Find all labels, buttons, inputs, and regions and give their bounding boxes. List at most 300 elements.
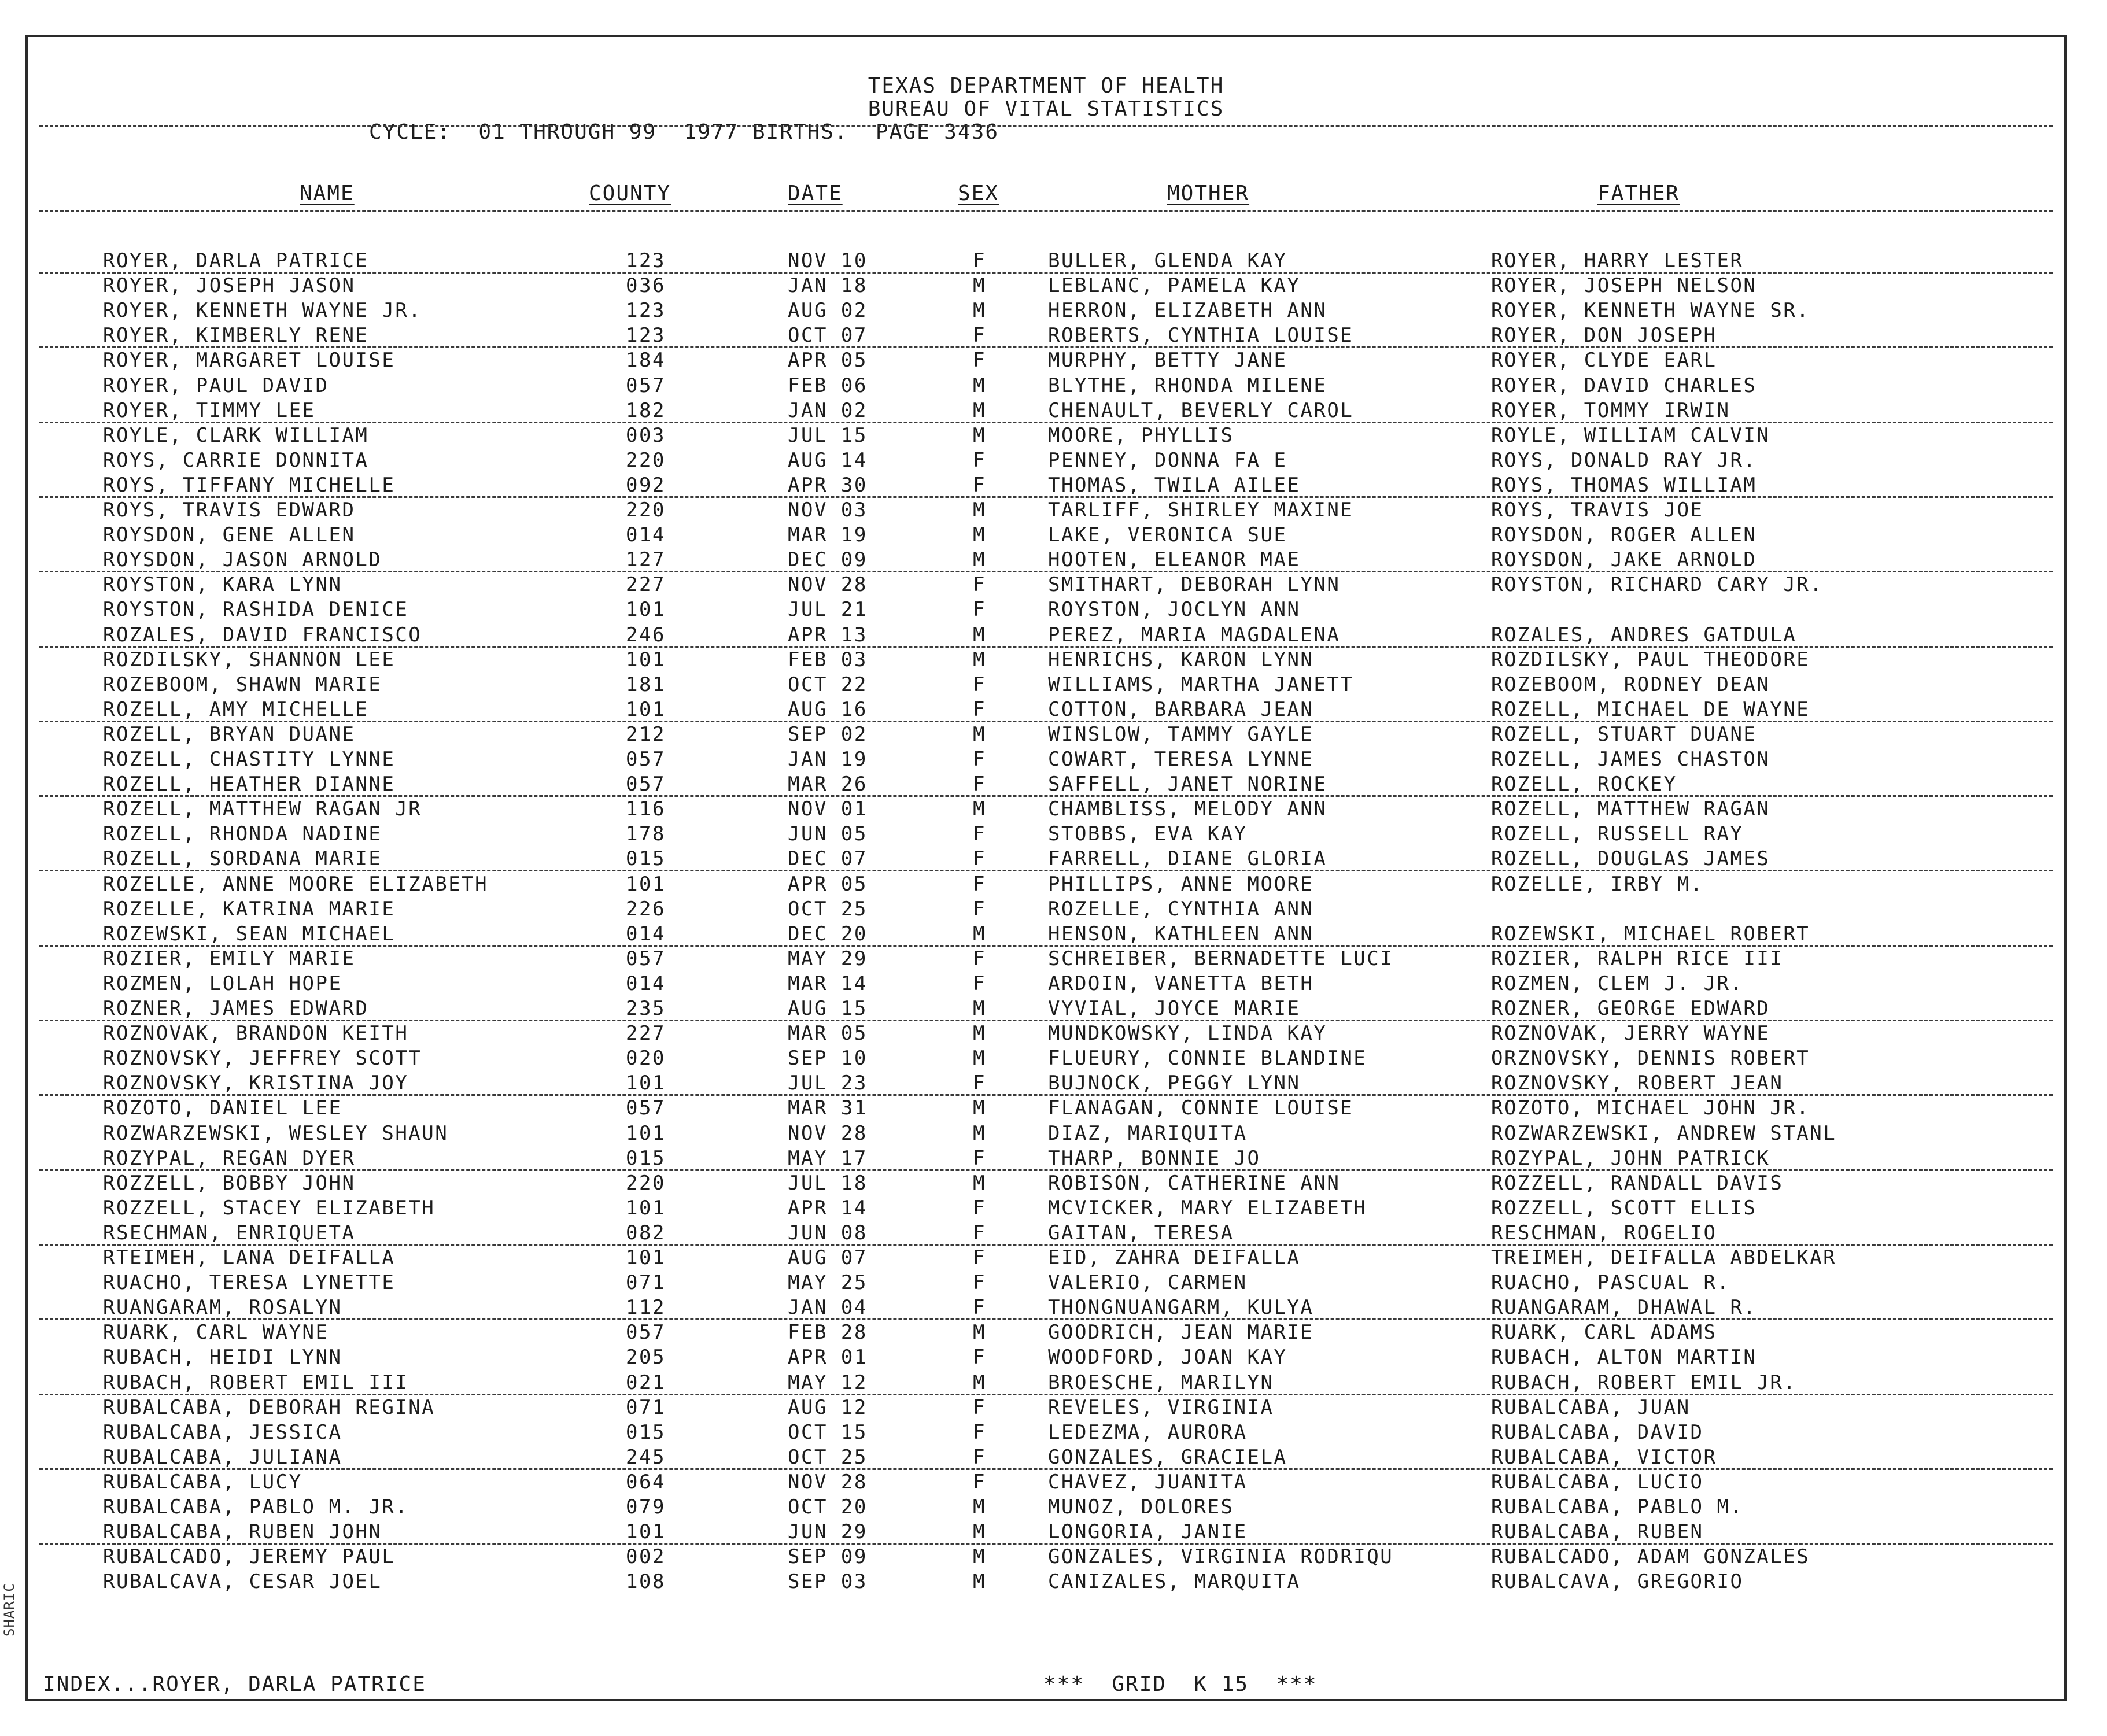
cell-county: 220 [626, 498, 666, 522]
cell-mother: HENSON, KATHLEEN ANN [1048, 922, 1314, 945]
table-row [28, 448, 2064, 473]
cell-father: ROYER, JOSEPH NELSON [1491, 274, 1757, 298]
cell-sex: F [973, 972, 986, 995]
cell-date: OCT 15 [788, 1420, 868, 1444]
cell-date: JUN 08 [788, 1221, 868, 1244]
cell-date: FEB 28 [788, 1321, 868, 1345]
cell-date: OCT 07 [788, 324, 868, 348]
cell-name: ROZELL, HEATHER DIANNE [103, 773, 396, 796]
cell-name: RUBALCADO, JEREMY PAUL [103, 1545, 396, 1569]
cell-county: 071 [626, 1395, 666, 1419]
table-row [28, 1345, 2064, 1370]
column-header-sex: SEX [958, 182, 999, 205]
cell-sex: F [973, 1196, 986, 1220]
cell-father: RUBALCABA, VICTOR [1491, 1445, 1717, 1469]
cell-date: MAR 05 [788, 1022, 868, 1046]
table-row [28, 1171, 2064, 1196]
table-row [28, 1246, 2064, 1270]
cell-county: 123 [626, 249, 666, 272]
table-row [28, 398, 2064, 423]
cell-sex: M [973, 1520, 986, 1544]
table-row [28, 1320, 2064, 1345]
cell-sex: F [973, 1445, 986, 1469]
table-row [28, 1046, 2064, 1071]
table-row [28, 1470, 2064, 1495]
cell-father: ROYER, DAVID CHARLES [1491, 374, 1757, 397]
cell-name: ROZELL, CHASTITY LYNNE [103, 748, 396, 771]
cell-sex: F [973, 897, 986, 921]
cell-sex: M [973, 274, 986, 298]
cell-mother: HERRON, ELIZABETH ANN [1048, 299, 1327, 323]
cell-father: ROYER, KENNETH WAYNE SR. [1491, 299, 1810, 323]
cell-date: NOV 01 [788, 797, 868, 821]
document-page [25, 35, 2067, 1701]
table-row [28, 1420, 2064, 1445]
cell-date: SEP 09 [788, 1545, 868, 1569]
cell-name: ROZOTO, DANIEL LEE [103, 1096, 342, 1120]
cell-sex: F [973, 748, 986, 771]
column-header-county: COUNTY [589, 182, 671, 205]
table-row [28, 822, 2064, 847]
cell-sex: F [973, 473, 986, 497]
table-row [28, 972, 2064, 996]
cell-date: OCT 20 [788, 1495, 868, 1519]
divider-top [39, 125, 2053, 127]
cell-father: ROZELL, MATTHEW RAGAN [1491, 797, 1770, 821]
cell-mother: GONZALES, GRACIELA [1048, 1445, 1287, 1469]
table-row [28, 249, 2064, 274]
cell-date: MAY 17 [788, 1146, 868, 1170]
cell-name: ROYSDON, GENE ALLEN [103, 523, 356, 547]
cell-date: APR 05 [788, 349, 868, 372]
cell-mother: COWART, TERESA LYNNE [1048, 748, 1314, 771]
cell-county: 116 [626, 797, 666, 821]
cell-county: 014 [626, 922, 666, 945]
cell-sex: M [973, 498, 986, 522]
cell-sex: M [973, 1047, 986, 1070]
cell-sex: F [973, 1246, 986, 1269]
cell-mother: FLANAGAN, CONNIE LOUISE [1048, 1096, 1354, 1120]
cell-county: 101 [626, 1520, 666, 1544]
cell-father: ROYS, TRAVIS JOE [1491, 498, 1704, 522]
cell-mother: GOODRICH, JEAN MARIE [1048, 1321, 1314, 1345]
cell-mother: EID, ZAHRA DEIFALLA [1048, 1246, 1301, 1269]
column-header-name: NAME [300, 182, 355, 205]
cell-mother: THOMAS, TWILA AILEE [1048, 473, 1301, 497]
cell-father: ROZZELL, RANDALL DAVIS [1491, 1171, 1784, 1195]
cell-father: RUBACH, ALTON MARTIN [1491, 1346, 1757, 1369]
cell-father: TREIMEH, DEIFALLA ABDELKAR [1491, 1246, 1837, 1269]
cell-county: 020 [626, 1047, 666, 1070]
cell-date: AUG 16 [788, 697, 868, 721]
table-row [28, 1270, 2064, 1295]
cell-name: ROYER, TIMMY LEE [103, 398, 316, 422]
cell-date: JAN 19 [788, 748, 868, 771]
cell-name: RUANGARAM, ROSALYN [103, 1296, 342, 1320]
cell-father: ROYER, DON JOSEPH [1491, 324, 1717, 348]
cell-county: 227 [626, 1022, 666, 1046]
cell-sex: F [973, 1271, 986, 1295]
cell-father: ROZALES, ANDRES GATDULA [1491, 623, 1797, 647]
cell-mother: LAKE, VERONICA SUE [1048, 523, 1287, 547]
cell-father: ROYER, CLYDE EARL [1491, 349, 1717, 372]
cell-father: ROYSDON, ROGER ALLEN [1491, 523, 1757, 547]
table-row [28, 498, 2064, 523]
cell-name: ROZNOVAK, BRANDON KEITH [103, 1022, 409, 1046]
cell-county: 123 [626, 299, 666, 323]
cell-county: 245 [626, 1445, 666, 1469]
cell-mother: BROESCHE, MARILYN [1048, 1371, 1274, 1394]
cell-father: RUBALCABA, JUAN [1491, 1395, 1691, 1419]
cell-date: APR 01 [788, 1346, 868, 1369]
cycle-line: CYCLE: 01 THROUGH 99 1977 BIRTHS. PAGE 3436 [369, 120, 999, 144]
table-row [28, 747, 2064, 772]
cell-date: SEP 03 [788, 1570, 868, 1594]
cell-sex: M [973, 423, 986, 447]
cell-father: ROZZELL, SCOTT ELLIS [1491, 1196, 1757, 1220]
cell-mother: VALERIO, CARMEN [1048, 1271, 1248, 1295]
cell-date: SEP 02 [788, 722, 868, 746]
cell-name: ROZELL, RHONDA NADINE [103, 822, 382, 846]
cell-county: 015 [626, 847, 666, 871]
cell-name: ROZEWSKI, SEAN MICHAEL [103, 922, 396, 945]
cell-father: ROYS, THOMAS WILLIAM [1491, 473, 1757, 497]
cell-name: RUBALCABA, DEBORAH REGINA [103, 1395, 436, 1419]
cell-sex: M [973, 374, 986, 397]
cell-mother: CANIZALES, MARQUITA [1048, 1570, 1301, 1594]
cell-mother: ROBISON, CATHERINE ANN [1048, 1171, 1341, 1195]
cell-county: 205 [626, 1346, 666, 1369]
cell-name: RUBALCAVA, CESAR JOEL [103, 1570, 382, 1594]
cell-father: ROYSDON, JAKE ARNOLD [1491, 548, 1757, 572]
cell-name: ROZMEN, LOLAH HOPE [103, 972, 342, 995]
cell-name: ROYER, KIMBERLY RENE [103, 324, 369, 348]
cell-name: ROYER, PAUL DAVID [103, 374, 329, 397]
cell-sex: F [973, 1296, 986, 1320]
cell-date: OCT 25 [788, 897, 868, 921]
cell-date: AUG 07 [788, 1246, 868, 1269]
cell-county: 101 [626, 1246, 666, 1269]
cell-name: ROYS, TRAVIS EDWARD [103, 498, 356, 522]
table-row [28, 523, 2064, 548]
cell-county: 064 [626, 1470, 666, 1494]
cell-sex: F [973, 697, 986, 721]
cell-mother: SMITHART, DEBORAH LYNN [1048, 573, 1341, 597]
side-stamp-label: SHARIC [1, 1583, 17, 1637]
cell-date: JUL 21 [788, 598, 868, 622]
table-row [28, 797, 2064, 822]
cell-date: JUL 23 [788, 1072, 868, 1095]
cell-name: ROZWARZEWSKI, WESLEY SHAUN [103, 1121, 449, 1145]
title-department: TEXAS DEPARTMENT OF HEALTH [868, 74, 1224, 98]
cell-sex: M [973, 997, 986, 1020]
cell-county: 235 [626, 997, 666, 1020]
cell-sex: M [973, 1171, 986, 1195]
cell-name: ROYER, DARLA PATRICE [103, 249, 369, 272]
cell-sex: M [973, 722, 986, 746]
cell-name: RTEIMEH, LANA DEIFALLA [103, 1246, 396, 1269]
table-row [28, 996, 2064, 1021]
cell-mother: MUNOZ, DOLORES [1048, 1495, 1234, 1519]
cell-date: MAY 12 [788, 1371, 868, 1394]
cell-county: 057 [626, 748, 666, 771]
table-row [28, 1021, 2064, 1046]
cell-name: ROZDILSKY, SHANNON LEE [103, 648, 396, 671]
cell-name: ROYER, MARGARET LOUISE [103, 349, 396, 372]
cell-date: NOV 28 [788, 1470, 868, 1494]
cell-name: ROYS, CARRIE DONNITA [103, 448, 369, 472]
cell-county: 057 [626, 1321, 666, 1345]
table-row [28, 648, 2064, 673]
cell-name: ROYSTON, KARA LYNN [103, 573, 342, 597]
cell-name: ROZZELL, BOBBY JOHN [103, 1171, 356, 1195]
cell-county: 246 [626, 623, 666, 647]
table-row [28, 847, 2064, 871]
table-row [28, 922, 2064, 947]
cell-county: 101 [626, 648, 666, 671]
cell-name: RUBACH, HEIDI LYNN [103, 1346, 342, 1369]
cell-date: SEP 10 [788, 1047, 868, 1070]
cell-sex: M [973, 548, 986, 572]
cell-name: ROYS, TIFFANY MICHELLE [103, 473, 396, 497]
cell-county: 212 [626, 722, 666, 746]
cell-sex: M [973, 623, 986, 647]
cell-father: RUBALCABA, PABLO M. [1491, 1495, 1744, 1519]
table-row [28, 348, 2064, 373]
cell-date: JUL 18 [788, 1171, 868, 1195]
cell-father: ROZYPAL, JOHN PATRICK [1491, 1146, 1770, 1170]
cell-sex: F [973, 773, 986, 796]
cell-father: ROZWARZEWSKI, ANDREW STANL [1491, 1121, 1837, 1145]
cell-mother: CHAMBLISS, MELODY ANN [1048, 797, 1327, 821]
cell-sex: M [973, 922, 986, 945]
cell-sex: F [973, 573, 986, 597]
divider-header [39, 210, 2053, 212]
cell-county: 101 [626, 872, 666, 896]
cell-father: ROZEBOOM, RODNEY DEAN [1491, 673, 1770, 696]
table-row [28, 947, 2064, 972]
cell-sex: F [973, 249, 986, 272]
cell-father: ROYER, HARRY LESTER [1491, 249, 1744, 272]
cell-name: RSECHMAN, ENRIQUETA [103, 1221, 356, 1244]
table-row [28, 423, 2064, 448]
cell-county: 181 [626, 673, 666, 696]
cell-father: ROZEWSKI, MICHAEL ROBERT [1491, 922, 1810, 945]
cell-mother: FLUEURY, CONNIE BLANDINE [1048, 1047, 1367, 1070]
cell-date: JAN 18 [788, 274, 868, 298]
cell-name: RUBALCABA, JULIANA [103, 1445, 342, 1469]
cell-mother: THONGNUANGARM, KULYA [1048, 1296, 1314, 1320]
cell-name: ROZELLE, KATRINA MARIE [103, 897, 396, 921]
cell-sex: M [973, 1495, 986, 1519]
column-header-mother: MOTHER [1167, 182, 1250, 205]
cell-mother: SAFFELL, JANET NORINE [1048, 773, 1327, 796]
cell-date: NOV 10 [788, 249, 868, 272]
table-row [28, 1221, 2064, 1246]
cell-mother: GAITAN, TERESA [1048, 1221, 1234, 1244]
cell-father: ROZELL, RUSSELL RAY [1491, 822, 1744, 846]
cell-county: 101 [626, 598, 666, 622]
cell-mother: LEDEZMA, AURORA [1048, 1420, 1248, 1444]
cell-name: ROZZELL, STACEY ELIZABETH [103, 1196, 436, 1220]
cell-name: RUBALCABA, LUCY [103, 1470, 302, 1494]
cell-sex: F [973, 822, 986, 846]
table-row [28, 772, 2064, 797]
cell-father: ORZNOVSKY, DENNIS ROBERT [1491, 1047, 1810, 1070]
cell-date: APR 14 [788, 1196, 868, 1220]
cell-county: 101 [626, 697, 666, 721]
cell-sex: M [973, 1371, 986, 1394]
table-row [28, 1395, 2064, 1420]
cell-county: 112 [626, 1296, 666, 1320]
cell-father: ROZELL, MICHAEL DE WAYNE [1491, 697, 1810, 721]
cell-sex: F [973, 324, 986, 348]
cell-sex: M [973, 797, 986, 821]
cell-date: MAR 26 [788, 773, 868, 796]
cell-father: ROZNER, GEORGE EDWARD [1491, 997, 1770, 1020]
table-row [28, 1096, 2064, 1121]
cell-father: RUBALCABA, DAVID [1491, 1420, 1704, 1444]
cell-county: 057 [626, 773, 666, 796]
cell-father: ROZIER, RALPH RICE III [1491, 947, 1784, 970]
cell-county: 123 [626, 324, 666, 348]
table-row [28, 323, 2064, 348]
cell-date: MAR 14 [788, 972, 868, 995]
cell-mother: MUNDKOWSKY, LINDA KAY [1048, 1022, 1327, 1046]
cell-mother: LONGORIA, JANIE [1048, 1520, 1248, 1544]
cell-sex: M [973, 398, 986, 422]
cell-mother: GONZALES, VIRGINIA RODRIQU [1048, 1545, 1394, 1569]
cell-sex: M [973, 1570, 986, 1594]
table-row [28, 697, 2064, 722]
cell-county: 178 [626, 822, 666, 846]
cell-mother: LEBLANC, PAMELA KAY [1048, 274, 1301, 298]
cell-mother: BLYTHE, RHONDA MILENE [1048, 374, 1327, 397]
cell-date: AUG 12 [788, 1395, 868, 1419]
cell-mother: SCHREIBER, BERNADETTE LUCI [1048, 947, 1394, 970]
cell-sex: M [973, 1321, 986, 1345]
cell-mother: CHAVEZ, JUANITA [1048, 1470, 1248, 1494]
cell-name: ROZNOVSKY, JEFFREY SCOTT [103, 1047, 422, 1070]
cell-mother: PHILLIPS, ANNE MOORE [1048, 872, 1314, 896]
table-row [28, 274, 2064, 298]
cell-name: RUBALCABA, PABLO M. JR. [103, 1495, 409, 1519]
cell-county: 036 [626, 274, 666, 298]
cell-father: RUBALCAVA, GREGORIO [1491, 1570, 1744, 1594]
cell-sex: M [973, 1545, 986, 1569]
cell-mother: ROYSTON, JOCLYN ANN [1048, 598, 1301, 622]
cell-father: RUBALCABA, LUCIO [1491, 1470, 1704, 1494]
table-row [28, 597, 2064, 622]
table-row [28, 1445, 2064, 1470]
cell-name: ROYSTON, RASHIDA DENICE [103, 598, 409, 622]
cell-father: ROZELL, DOUGLAS JAMES [1491, 847, 1770, 871]
cell-county: 057 [626, 947, 666, 970]
cell-date: JUN 29 [788, 1520, 868, 1544]
table-row [28, 1071, 2064, 1096]
cell-sex: F [973, 1395, 986, 1419]
cell-sex: M [973, 1022, 986, 1046]
cell-father: RUANGARAM, DHAWAL R. [1491, 1296, 1757, 1320]
cell-county: 071 [626, 1271, 666, 1295]
cell-sex: M [973, 523, 986, 547]
cell-name: ROYER, JOSEPH JASON [103, 274, 356, 298]
cell-sex: F [973, 947, 986, 970]
cell-sex: F [973, 1072, 986, 1095]
cell-father: RUBALCADO, ADAM GONZALES [1491, 1545, 1810, 1569]
cell-sex: F [973, 1470, 986, 1494]
cell-name: ROZELL, AMY MICHELLE [103, 697, 369, 721]
cell-name: RUARK, CARL WAYNE [103, 1321, 329, 1345]
table-row [28, 374, 2064, 398]
cell-father: RUACHO, PASCUAL R. [1491, 1271, 1730, 1295]
table-row [28, 1196, 2064, 1221]
cell-date: AUG 02 [788, 299, 868, 323]
table-row [28, 1371, 2064, 1395]
cell-father: ROZELL, STUART DUANE [1491, 722, 1757, 746]
cell-county: 021 [626, 1371, 666, 1394]
cell-sex: F [973, 448, 986, 472]
table-row [28, 722, 2064, 747]
cell-date: JUN 05 [788, 822, 868, 846]
cell-date: APR 30 [788, 473, 868, 497]
table-row [28, 548, 2064, 572]
cell-county: 082 [626, 1221, 666, 1244]
cell-date: APR 13 [788, 623, 868, 647]
table-row [28, 1121, 2064, 1146]
cell-name: ROZALES, DAVID FRANCISCO [103, 623, 422, 647]
table-row [28, 623, 2064, 648]
cell-name: RUBALCABA, RUBEN JOHN [103, 1520, 382, 1544]
cell-mother: MOORE, PHYLLIS [1048, 423, 1234, 447]
cell-sex: F [973, 349, 986, 372]
cell-county: 101 [626, 1196, 666, 1220]
table-row [28, 1495, 2064, 1520]
cell-mother: PEREZ, MARIA MAGDALENA [1048, 623, 1341, 647]
cell-date: MAR 19 [788, 523, 868, 547]
cell-mother: ROZELLE, CYNTHIA ANN [1048, 897, 1314, 921]
cell-father: RESCHMAN, ROGELIO [1491, 1221, 1717, 1244]
cell-date: JAN 04 [788, 1296, 868, 1320]
cell-date: OCT 22 [788, 673, 868, 696]
cell-county: 101 [626, 1072, 666, 1095]
cell-father: RUBALCABA, RUBEN [1491, 1520, 1704, 1544]
cell-mother: THARP, BONNIE JO [1048, 1146, 1261, 1170]
cell-name: ROZNER, JAMES EDWARD [103, 997, 369, 1020]
cell-father: ROYER, TOMMY IRWIN [1491, 398, 1730, 422]
cell-name: ROZIER, EMILY MARIE [103, 947, 356, 970]
column-header-date: DATE [788, 182, 843, 205]
table-row [28, 298, 2064, 323]
cell-date: JUL 15 [788, 423, 868, 447]
cell-date: OCT 25 [788, 1445, 868, 1469]
cell-date: DEC 09 [788, 548, 868, 572]
cell-mother: REVELES, VIRGINIA [1048, 1395, 1274, 1419]
cell-mother: STOBBS, EVA KAY [1048, 822, 1248, 846]
cell-date: JAN 02 [788, 398, 868, 422]
cell-county: 057 [626, 1096, 666, 1120]
cell-mother: WINSLOW, TAMMY GAYLE [1048, 722, 1314, 746]
cell-father: RUBACH, ROBERT EMIL JR. [1491, 1371, 1797, 1394]
cell-mother: PENNEY, DONNA FA E [1048, 448, 1287, 472]
table-row [28, 473, 2064, 498]
cell-county: 227 [626, 573, 666, 597]
cell-county: 220 [626, 1171, 666, 1195]
cell-mother: DIAZ, MARIQUITA [1048, 1121, 1248, 1145]
cell-name: RUACHO, TERESA LYNETTE [103, 1271, 396, 1295]
cell-sex: F [973, 1221, 986, 1244]
cell-sex: F [973, 1346, 986, 1369]
